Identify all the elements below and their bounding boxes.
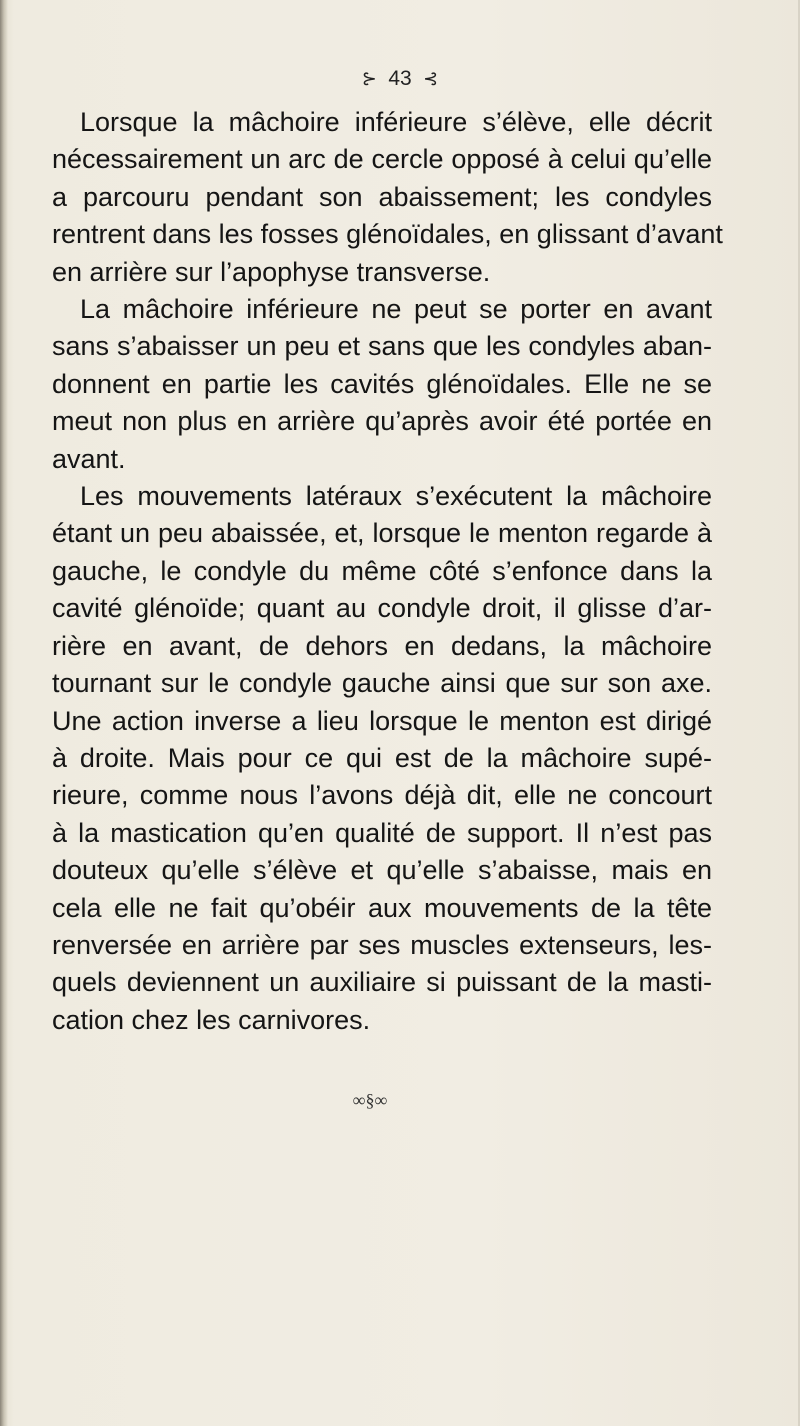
header-ornament-right: ⊰ [423, 68, 439, 89]
text-line: à la mastication qu’en qualité de support. Il n’est pas [52, 817, 712, 848]
text-line: meut non plus en arrière qu’après avoir été portée en [52, 406, 712, 437]
text-line: avant. [52, 443, 126, 474]
text-line: cavité glénoïde; quant au condyle droit, il glisse d’ar- [52, 593, 712, 624]
text-line: nécessairement un arc de cercle opposé à celui qu’elle [52, 144, 712, 175]
paragraph-3 [52, 478, 712, 1039]
paragraph-1 [52, 104, 723, 291]
text-line: douteux qu’elle s’élève et qu’elle s’abaisse, mais en [52, 855, 712, 886]
page-number: 43 [388, 66, 412, 90]
text-line: en arrière sur l’apophyse transverse. [52, 256, 491, 287]
text-line: rentrent dans les fosses glénoïdales, en glissant d’avant [52, 219, 723, 250]
text-line: gauche, le condyle du même côté s’enfonce dans la [52, 555, 712, 586]
paragraph-2 [52, 291, 712, 478]
header-ornament-left: ⊱ [361, 68, 377, 89]
text-line: Une action inverse a lieu lorsque le menton est dirigé [52, 705, 712, 736]
text-line: cation chez les carnivores. [52, 1004, 371, 1035]
spine-shadow [0, 0, 8, 1426]
text-line: renversée en arrière par ses muscles extenseurs, les- [52, 929, 712, 960]
text-line: La mâchoire inférieure ne peut se porter en avant [80, 294, 712, 325]
text-line: Lorsque la mâchoire inférieure s’élève, elle décrit [80, 107, 712, 137]
text-line: rière en avant, de dehors en dedans, la mâchoire [52, 630, 712, 661]
text-line: a parcouru pendant son abaissement; les condyles [52, 181, 712, 212]
text-line: Les mouvements latéraux s’exécutent la mâchoire [80, 481, 712, 512]
text-line: cela elle ne fait qu’obéir aux mouvements de la tête [52, 892, 712, 923]
text-line: sans s’abaisser un peu et sans que les condyles aban- [52, 331, 712, 362]
running-header [0, 64, 800, 91]
text-line: donnent en partie les cavités glénoïdales. Elle ne se [52, 368, 712, 399]
text-line: étant un peu abaissée, et, lorsque le menton regarde à [52, 518, 712, 549]
text-line: quels deviennent un auxiliaire si puissant de la masti- [52, 967, 712, 998]
text-line: à droite. Mais pour ce qui est de la mâchoire supé- [52, 742, 712, 773]
text-line: rieure, comme nous l’avons déjà dit, elle ne concourt [52, 780, 712, 811]
text-line: tournant sur le condyle gauche ainsi que sur son axe. [52, 668, 712, 699]
page-body [52, 104, 723, 1039]
tail-ornament: ∞§∞ [352, 1090, 388, 1110]
